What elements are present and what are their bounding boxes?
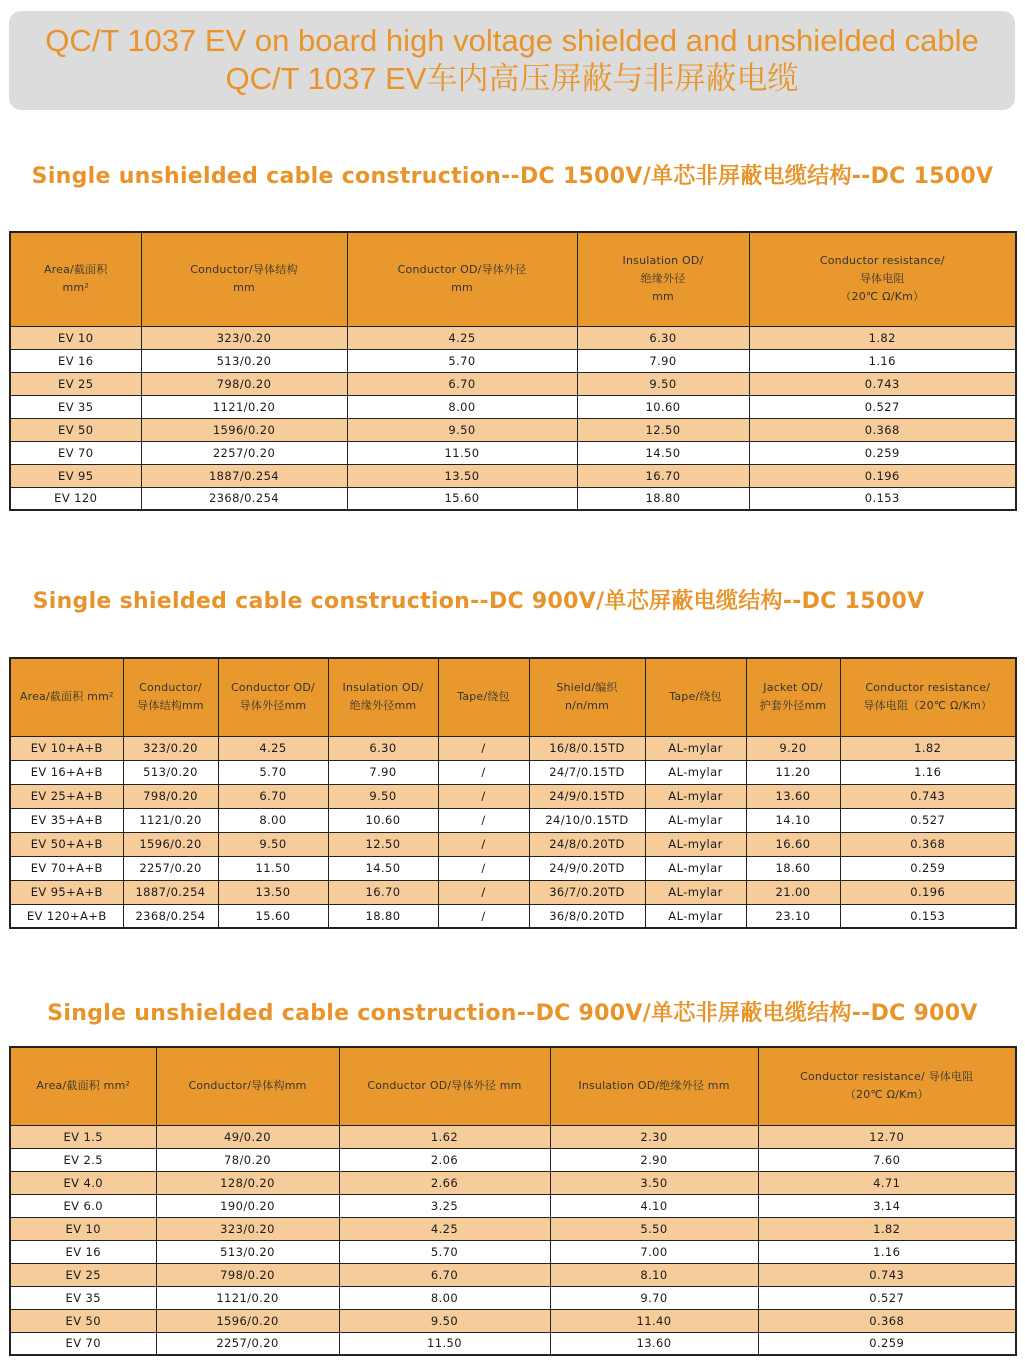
table-cell: 0.743 — [749, 372, 1016, 395]
table-cell: 14.50 — [577, 441, 749, 464]
table-cell: EV 120 — [10, 487, 141, 510]
column-header — [10, 1047, 156, 1125]
table-cell: EV 120+A+B — [10, 904, 123, 928]
table-cell: EV 4.0 — [10, 1171, 156, 1194]
table-row — [10, 1217, 1016, 1240]
table-cell: 13.50 — [218, 880, 328, 904]
column-header — [218, 658, 328, 736]
table-row — [10, 1240, 1016, 1263]
table-cell: 2368/0.254 — [141, 487, 347, 510]
table-cell: 1596/0.20 — [156, 1309, 339, 1332]
banner-title-chinese: QC/T 1037 EV车内高压屏蔽与非屏蔽电缆 — [225, 61, 799, 96]
table-cell: 11.50 — [347, 441, 577, 464]
table-row — [10, 487, 1016, 510]
table-cell: EV 16+A+B — [10, 760, 123, 784]
table-row — [10, 372, 1016, 395]
table-cell: 49/0.20 — [156, 1125, 339, 1148]
table-cell: AL-mylar — [645, 832, 746, 856]
table-cell: 18.60 — [746, 856, 840, 880]
table-cell: EV 50 — [10, 418, 141, 441]
table-cell: 15.60 — [347, 487, 577, 510]
table-cell: 2.90 — [550, 1148, 758, 1171]
table-cell: 14.50 — [328, 856, 438, 880]
table-cell: 1596/0.20 — [123, 832, 218, 856]
table-cell: 12.50 — [328, 832, 438, 856]
table-cell: 13.50 — [347, 464, 577, 487]
table-row — [10, 760, 1016, 784]
table-cell: / — [438, 856, 529, 880]
table-header-row — [10, 1047, 1016, 1125]
table-cell: 0.368 — [840, 832, 1016, 856]
table-cell: 4.25 — [347, 326, 577, 349]
table-cell: EV 10 — [10, 1217, 156, 1240]
table-cell: 323/0.20 — [141, 326, 347, 349]
column-header — [10, 658, 123, 736]
table-cell: EV 2.5 — [10, 1148, 156, 1171]
table-cell: 7.90 — [328, 760, 438, 784]
table-cell: 14.10 — [746, 808, 840, 832]
table-cell: 9.50 — [347, 418, 577, 441]
table-cell: 9.50 — [577, 372, 749, 395]
table-cell: EV 95 — [10, 464, 141, 487]
table-cell: 0.259 — [840, 856, 1016, 880]
table-cell: 36/7/0.20TD — [529, 880, 645, 904]
section2-table — [9, 657, 1017, 929]
table-cell: 2.06 — [339, 1148, 550, 1171]
table-cell: 128/0.20 — [156, 1171, 339, 1194]
table-cell: 24/9/0.15TD — [529, 784, 645, 808]
column-header-line: Area/截面积 mm² — [36, 1079, 131, 1093]
table-cell: 5.70 — [339, 1240, 550, 1263]
column-header — [141, 232, 347, 326]
column-header-line: Conductor resistance/ — [865, 681, 991, 695]
section3-title: Single unshielded cable construction--DC 900V/单芯非屏蔽电缆结构--DC 900V — [47, 1001, 978, 1026]
column-header-line: Insulation OD/ — [342, 681, 424, 695]
table-cell: 0.196 — [749, 464, 1016, 487]
table-row — [10, 832, 1016, 856]
table-cell: 6.70 — [218, 784, 328, 808]
table-cell: 10.60 — [328, 808, 438, 832]
table-row — [10, 808, 1016, 832]
table-cell: 0.527 — [840, 808, 1016, 832]
table-cell: 16/8/0.15TD — [529, 736, 645, 760]
table-cell: EV 50+A+B — [10, 832, 123, 856]
column-header — [577, 232, 749, 326]
table-cell: 0.743 — [758, 1263, 1016, 1286]
table-cell: 0.527 — [749, 395, 1016, 418]
table-row — [10, 736, 1016, 760]
table-cell: 1.16 — [840, 760, 1016, 784]
table-cell: 1121/0.20 — [156, 1286, 339, 1309]
table-cell: 24/10/0.15TD — [529, 808, 645, 832]
table-cell: 513/0.20 — [156, 1240, 339, 1263]
table-cell: 12.50 — [577, 418, 749, 441]
banner-title-english: QC/T 1037 EV on board high voltage shielded and unshielded cable — [45, 23, 979, 58]
table-cell: 1887/0.254 — [141, 464, 347, 487]
table-cell: AL-mylar — [645, 808, 746, 832]
table-cell: EV 50 — [10, 1309, 156, 1332]
column-header-line: n/n/mm — [565, 699, 609, 713]
column-header-line: Area/截面积 — [43, 263, 108, 277]
table-cell: 0.527 — [758, 1286, 1016, 1309]
table-cell: 798/0.20 — [123, 784, 218, 808]
table-cell: 1.16 — [749, 349, 1016, 372]
table-cell: EV 6.0 — [10, 1194, 156, 1217]
column-header — [339, 1047, 550, 1125]
column-header-line: Conductor resistance/ 导体电阻 — [800, 1070, 974, 1084]
column-header-line: 绝缘外径 — [640, 272, 686, 286]
column-header-line: Tape/绕包 — [457, 690, 510, 704]
column-header — [840, 658, 1016, 736]
table-cell: EV 16 — [10, 349, 141, 372]
table-cell: 21.00 — [746, 880, 840, 904]
column-header-line: 导体外径mm — [239, 699, 307, 713]
table-cell: 8.00 — [218, 808, 328, 832]
table-row — [10, 1263, 1016, 1286]
column-header — [529, 658, 645, 736]
table-cell: 78/0.20 — [156, 1148, 339, 1171]
table-cell: AL-mylar — [645, 856, 746, 880]
column-header — [123, 658, 218, 736]
table-cell: AL-mylar — [645, 784, 746, 808]
table-cell: / — [438, 760, 529, 784]
table-cell: AL-mylar — [645, 880, 746, 904]
table-cell: 0.743 — [840, 784, 1016, 808]
column-header-line: mm — [233, 281, 255, 295]
table-cell: 11.50 — [218, 856, 328, 880]
table-cell: 1.82 — [840, 736, 1016, 760]
table-cell: 798/0.20 — [141, 372, 347, 395]
table-row — [10, 904, 1016, 928]
table-cell: 1121/0.20 — [141, 395, 347, 418]
table-cell: 9.20 — [746, 736, 840, 760]
table-row — [10, 441, 1016, 464]
column-header-line: Insulation OD/绝缘外径 mm — [578, 1079, 730, 1093]
table-cell: 4.25 — [218, 736, 328, 760]
column-header-line: Conductor/导体构mm — [188, 1079, 307, 1093]
table-row — [10, 1286, 1016, 1309]
table-cell: 24/7/0.15TD — [529, 760, 645, 784]
table-cell: 18.80 — [577, 487, 749, 510]
table-cell: 13.60 — [746, 784, 840, 808]
column-header — [758, 1047, 1016, 1125]
table-cell: 1.82 — [749, 326, 1016, 349]
table-cell: EV 25 — [10, 1263, 156, 1286]
table-cell: / — [438, 880, 529, 904]
table-cell: 2257/0.20 — [141, 441, 347, 464]
title-banner — [9, 11, 1015, 110]
table-cell: 1887/0.254 — [123, 880, 218, 904]
column-header-line: （20℃ Ω/Km） — [840, 290, 925, 304]
column-header-line: Jacket OD/ — [763, 681, 823, 695]
column-header-line: Conductor OD/ — [231, 681, 315, 695]
table-header-row — [10, 658, 1016, 736]
table-cell: 0.153 — [749, 487, 1016, 510]
table-cell: EV 25+A+B — [10, 784, 123, 808]
column-header-line: Conductor resistance/ — [819, 254, 945, 268]
section1-title: Single unshielded cable construction--DC 1500V/单芯非屏蔽电缆结构--DC 1500V — [31, 164, 994, 189]
table-cell: 16.70 — [328, 880, 438, 904]
table-cell: 12.70 — [758, 1125, 1016, 1148]
table-cell: 2257/0.20 — [123, 856, 218, 880]
table-cell: 8.00 — [347, 395, 577, 418]
column-header — [347, 232, 577, 326]
table-cell: 13.60 — [550, 1332, 758, 1355]
table-cell: 5.50 — [550, 1217, 758, 1240]
column-header-line: Area/截面积 mm² — [19, 690, 114, 704]
table-cell: 190/0.20 — [156, 1194, 339, 1217]
table-cell: 1.16 — [758, 1240, 1016, 1263]
column-header-line: Conductor/导体结构 — [190, 263, 298, 277]
table-cell: 4.71 — [758, 1171, 1016, 1194]
table-cell: EV 70 — [10, 1332, 156, 1355]
table-cell: 513/0.20 — [141, 349, 347, 372]
table-cell: EV 35 — [10, 1286, 156, 1309]
column-header-line: Insulation OD/ — [622, 254, 704, 268]
column-header-line: Tape/绕包 — [669, 690, 722, 704]
column-header — [156, 1047, 339, 1125]
column-header — [10, 232, 141, 326]
table-cell: EV 1.5 — [10, 1125, 156, 1148]
table-cell: 513/0.20 — [123, 760, 218, 784]
column-header — [746, 658, 840, 736]
table-cell: 0.368 — [758, 1309, 1016, 1332]
table-cell: 9.50 — [328, 784, 438, 808]
table-cell: 0.153 — [840, 904, 1016, 928]
column-header-line: 导体结构mm — [137, 699, 204, 713]
column-header-line: Shield/编织 — [556, 681, 618, 695]
table-row — [10, 395, 1016, 418]
table-cell: EV 35 — [10, 395, 141, 418]
table-cell: 10.60 — [577, 395, 749, 418]
table-row — [10, 784, 1016, 808]
column-header-line: Conductor/ — [139, 681, 202, 695]
table-cell: 4.10 — [550, 1194, 758, 1217]
section3-table — [9, 1046, 1017, 1356]
table-cell: 8.00 — [339, 1286, 550, 1309]
table-row — [10, 326, 1016, 349]
table-cell: 18.80 — [328, 904, 438, 928]
table-cell: 16.70 — [577, 464, 749, 487]
column-header — [550, 1047, 758, 1125]
table-cell: 3.25 — [339, 1194, 550, 1217]
table-cell: EV 16 — [10, 1240, 156, 1263]
table-cell: 6.30 — [577, 326, 749, 349]
table-cell: 0.368 — [749, 418, 1016, 441]
table-cell: 5.70 — [218, 760, 328, 784]
column-header-line: （20℃ Ω/Km） — [844, 1088, 929, 1102]
table-cell: / — [438, 808, 529, 832]
table-row — [10, 1309, 1016, 1332]
table-cell: 0.196 — [840, 880, 1016, 904]
table-cell: 0.259 — [749, 441, 1016, 464]
table-row — [10, 1148, 1016, 1171]
column-header-line: 绝缘外径mm — [349, 699, 417, 713]
table-cell: 798/0.20 — [156, 1263, 339, 1286]
table-cell: 1.82 — [758, 1217, 1016, 1240]
table-row — [10, 464, 1016, 487]
table-row — [10, 1194, 1016, 1217]
table-cell: 23.10 — [746, 904, 840, 928]
table-cell: 6.30 — [328, 736, 438, 760]
column-header-line: mm² — [62, 281, 89, 295]
table-cell: 3.14 — [758, 1194, 1016, 1217]
table-cell: 323/0.20 — [156, 1217, 339, 1240]
table-row — [10, 349, 1016, 372]
table-cell: AL-mylar — [645, 760, 746, 784]
table-cell: / — [438, 904, 529, 928]
table-header-row — [10, 232, 1016, 326]
table-row — [10, 856, 1016, 880]
table-cell: 5.70 — [347, 349, 577, 372]
table-cell: 1121/0.20 — [123, 808, 218, 832]
table-cell: 323/0.20 — [123, 736, 218, 760]
column-header-line: Conductor OD/导体外径 — [397, 263, 527, 277]
table-cell: / — [438, 832, 529, 856]
column-header-line: 导体电阻 — [859, 272, 905, 286]
table-cell: 24/8/0.20TD — [529, 832, 645, 856]
table-cell: EV 10+A+B — [10, 736, 123, 760]
table-row — [10, 880, 1016, 904]
table-cell: 9.50 — [218, 832, 328, 856]
column-header-line: 导体电阻（20℃ Ω/Km） — [863, 699, 993, 713]
table-cell: 6.70 — [347, 372, 577, 395]
column-header-line: mm — [652, 290, 674, 304]
table-cell: 7.00 — [550, 1240, 758, 1263]
table-cell: EV 70 — [10, 441, 141, 464]
table-cell: 9.70 — [550, 1286, 758, 1309]
table-cell: 36/8/0.20TD — [529, 904, 645, 928]
column-header-line: 护套外径mm — [759, 699, 827, 713]
table-cell: / — [438, 736, 529, 760]
column-header — [749, 232, 1016, 326]
table-cell: 3.50 — [550, 1171, 758, 1194]
table-cell: AL-mylar — [645, 904, 746, 928]
table-cell: 2.30 — [550, 1125, 758, 1148]
table-cell: / — [438, 784, 529, 808]
table-cell: 1.62 — [339, 1125, 550, 1148]
table-cell: 16.60 — [746, 832, 840, 856]
table-cell: 11.50 — [339, 1332, 550, 1355]
column-header-line: mm — [451, 281, 473, 295]
table-cell: 11.40 — [550, 1309, 758, 1332]
table-cell: 15.60 — [218, 904, 328, 928]
table-row — [10, 418, 1016, 441]
table-cell: 2368/0.254 — [123, 904, 218, 928]
table-row — [10, 1125, 1016, 1148]
table-row — [10, 1332, 1016, 1355]
table-cell: EV 70+A+B — [10, 856, 123, 880]
table-cell: 0.259 — [758, 1332, 1016, 1355]
table-cell: EV 25 — [10, 372, 141, 395]
table-cell: EV 35+A+B — [10, 808, 123, 832]
table-cell: AL-mylar — [645, 736, 746, 760]
table-cell: 9.50 — [339, 1309, 550, 1332]
table-cell: 2.66 — [339, 1171, 550, 1194]
column-header — [645, 658, 746, 736]
table-row — [10, 1171, 1016, 1194]
table-cell: 11.20 — [746, 760, 840, 784]
table-cell: 8.10 — [550, 1263, 758, 1286]
table-cell: EV 95+A+B — [10, 880, 123, 904]
table-cell: 7.60 — [758, 1148, 1016, 1171]
column-header — [438, 658, 529, 736]
table-cell: EV 10 — [10, 326, 141, 349]
column-header-line: Conductor OD/导体外径 mm — [367, 1079, 522, 1093]
table-cell: 1596/0.20 — [141, 418, 347, 441]
section1-table — [9, 231, 1017, 511]
table-cell: 4.25 — [339, 1217, 550, 1240]
column-header — [328, 658, 438, 736]
section2-title: Single shielded cable construction--DC 900V/单芯屏蔽电缆结构--DC 1500V — [32, 589, 925, 614]
table-cell: 2257/0.20 — [156, 1332, 339, 1355]
table-cell: 24/9/0.20TD — [529, 856, 645, 880]
table-cell: 7.90 — [577, 349, 749, 372]
table-cell: 6.70 — [339, 1263, 550, 1286]
